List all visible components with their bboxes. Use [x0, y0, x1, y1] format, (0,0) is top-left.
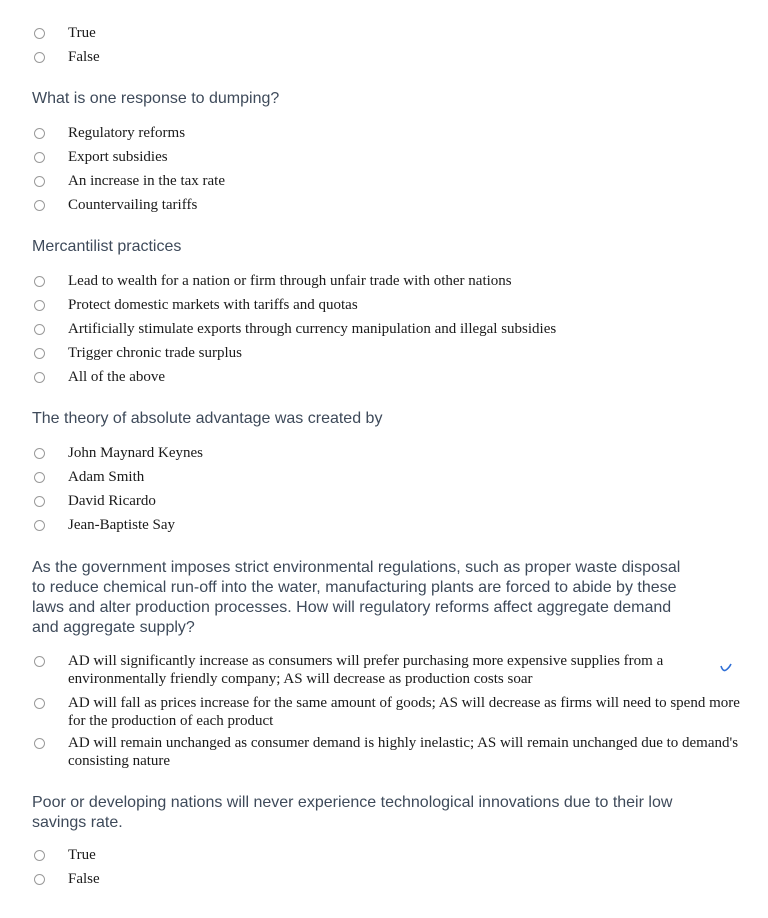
- radio-button[interactable]: [34, 874, 45, 885]
- radio-button[interactable]: [34, 520, 45, 531]
- q3-option-4[interactable]: [34, 516, 175, 534]
- q3-option-1[interactable]: [34, 444, 203, 462]
- q2-option-2[interactable]: [34, 296, 358, 314]
- radio-button[interactable]: [34, 200, 45, 211]
- option-label: Regulatory reforms: [68, 125, 186, 141]
- option-label: John Maynard Keynes: [68, 445, 203, 461]
- radio-button[interactable]: [34, 496, 45, 507]
- option-label: AD will remain unchanged as consumer demand is highly inelastic; AS will remain unchanged due to demand's consisting nature: [68, 735, 739, 769]
- q2-option-4[interactable]: [34, 344, 242, 362]
- option-label: Trigger chronic trade surplus: [68, 345, 242, 361]
- question-mercantilist: Mercantilist practices: [32, 238, 182, 255]
- q1-option-3[interactable]: [34, 172, 225, 190]
- option-label: AD will fall as prices increase for the same amount of goods; AS will decrease as firms will need to spend more for the production of each product: [68, 695, 740, 729]
- q2-option-3[interactable]: [34, 320, 556, 338]
- radio-button[interactable]: [34, 52, 45, 63]
- question-absolute-advantage: The theory of absolute advantage was created by: [32, 410, 383, 427]
- radio-button[interactable]: [34, 128, 45, 139]
- radio-button[interactable]: [34, 152, 45, 163]
- option-label: True: [68, 847, 96, 863]
- option-label: David Ricardo: [68, 493, 156, 509]
- spellcheck-marker-icon: [719, 661, 733, 675]
- q2-option-5[interactable]: [34, 368, 165, 386]
- radio-button[interactable]: [34, 348, 45, 359]
- q1-option-1[interactable]: [34, 124, 185, 142]
- option-label: Artificially stimulate exports through currency manipulation and illegal subsidies: [68, 321, 557, 337]
- q4-option-1[interactable]: [34, 652, 748, 688]
- q0-option-false[interactable]: [34, 48, 100, 66]
- q1-option-4[interactable]: [34, 196, 197, 214]
- radio-button[interactable]: [34, 28, 45, 39]
- q5-option-false[interactable]: [34, 870, 100, 888]
- option-label: True: [68, 25, 96, 41]
- option-label: False: [68, 871, 100, 887]
- radio-button[interactable]: [34, 324, 45, 335]
- option-label: Export subsidies: [68, 149, 168, 165]
- radio-button[interactable]: [34, 850, 45, 861]
- radio-button[interactable]: [34, 448, 45, 459]
- q2-option-1[interactable]: [34, 272, 512, 290]
- q5-option-true[interactable]: [34, 846, 96, 864]
- q3-option-3[interactable]: [34, 492, 156, 510]
- q3-option-2[interactable]: [34, 468, 144, 486]
- option-label: AD will significantly increase as consumers will prefer purchasing more expensive supplies from a environmentally friendly company; AS will decrease as production costs soar: [68, 653, 664, 687]
- question-developing-nations: Poor or developing nations will never experience technological innovations due to their low savings rate.: [32, 794, 673, 831]
- question-dumping: What is one response to dumping?: [32, 90, 280, 107]
- radio-button[interactable]: [34, 472, 45, 483]
- option-label: False: [68, 49, 100, 65]
- radio-button[interactable]: [34, 372, 45, 383]
- radio-button[interactable]: [34, 276, 45, 287]
- radio-button[interactable]: [34, 300, 45, 311]
- q4-option-3[interactable]: [34, 734, 748, 770]
- radio-button[interactable]: [34, 698, 45, 709]
- q4-option-2[interactable]: [34, 694, 748, 730]
- radio-button[interactable]: [34, 738, 45, 749]
- q1-option-2[interactable]: [34, 148, 168, 166]
- q0-option-true[interactable]: [34, 24, 96, 42]
- option-label: All of the above: [68, 369, 166, 385]
- option-label: Countervailing tariffs: [68, 197, 198, 213]
- option-label: An increase in the tax rate: [68, 173, 226, 189]
- radio-button[interactable]: [34, 176, 45, 187]
- question-regulatory-reforms: As the government imposes strict environmental regulations, such as proper waste disposal to reduce chemical run-off into the water, manufacturing plants are forced to abide by these laws and alter production processes. How will regulatory reforms affect aggregate demand and aggregate supply?: [32, 559, 681, 636]
- radio-button[interactable]: [34, 656, 45, 667]
- option-label: Jean-Baptiste Say: [68, 517, 176, 533]
- option-label: Adam Smith: [68, 469, 145, 485]
- option-label: Lead to wealth for a nation or firm through unfair trade with other nations: [68, 273, 512, 289]
- option-label: Protect domestic markets with tariffs and quotas: [68, 297, 358, 313]
